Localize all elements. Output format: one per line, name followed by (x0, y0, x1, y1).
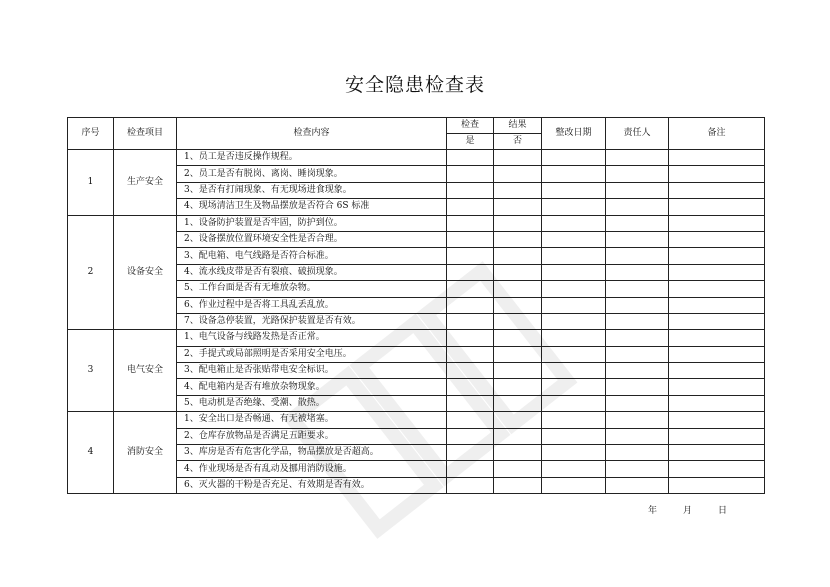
remarks-cell[interactable] (669, 199, 765, 215)
result-yes-cell[interactable] (447, 346, 494, 362)
check-content: 1、安全出口是否畅通、有无被堵塞。 (177, 412, 447, 428)
result-no-cell[interactable] (494, 330, 542, 346)
rectify-date-cell[interactable] (542, 150, 606, 166)
rectify-date-cell[interactable] (542, 428, 606, 444)
rectify-date-cell[interactable] (542, 330, 606, 346)
result-yes-cell[interactable] (447, 379, 494, 395)
group-seq: 2 (68, 215, 114, 330)
responsible-cell[interactable] (606, 248, 669, 264)
responsible-cell[interactable] (606, 395, 669, 411)
result-no-cell[interactable] (494, 395, 542, 411)
responsible-cell[interactable] (606, 379, 669, 395)
result-no-cell[interactable] (494, 379, 542, 395)
header-remarks: 备注 (669, 118, 765, 150)
remarks-cell[interactable] (669, 445, 765, 461)
result-yes-cell[interactable] (447, 182, 494, 198)
result-yes-cell[interactable] (447, 395, 494, 411)
rectify-date-cell[interactable] (542, 395, 606, 411)
group-seq: 1 (68, 150, 114, 216)
responsible-cell[interactable] (606, 346, 669, 362)
result-yes-cell[interactable] (447, 445, 494, 461)
rectify-date-cell[interactable] (542, 477, 606, 493)
remarks-cell[interactable] (669, 428, 765, 444)
check-content: 3、配电箱止是否张贴带电安全标识。 (177, 363, 447, 379)
check-content: 6、灭火器的干粉是否充足、有效期是否有效。 (177, 477, 447, 493)
check-content: 7、设备急停装置，光路保护装置是否有效。 (177, 313, 447, 329)
check-content: 2、仓库存放物品是否满足五距要求。 (177, 428, 447, 444)
remarks-cell[interactable] (669, 330, 765, 346)
responsible-cell[interactable] (606, 215, 669, 231)
rectify-date-cell[interactable] (542, 166, 606, 182)
check-content: 1、员工是否违反操作规程。 (177, 150, 447, 166)
header-item: 检查项目 (114, 118, 177, 150)
table-row (68, 150, 765, 166)
responsible-cell[interactable] (606, 313, 669, 329)
check-content: 1、电气设备与线路发热是否正常。 (177, 330, 447, 346)
remarks-cell[interactable] (669, 182, 765, 198)
group-name: 设备安全 (114, 215, 177, 330)
remarks-cell[interactable] (669, 346, 765, 362)
result-yes-cell[interactable] (447, 166, 494, 182)
result-no-cell[interactable] (494, 248, 542, 264)
header-rectify-date: 整改日期 (542, 118, 606, 150)
responsible-cell[interactable] (606, 461, 669, 477)
remarks-cell[interactable] (669, 297, 765, 313)
remarks-cell[interactable] (669, 412, 765, 428)
result-no-cell[interactable] (494, 461, 542, 477)
rectify-date-cell[interactable] (542, 231, 606, 247)
check-content: 1、设备防护装置是否牢固，防护到位。 (177, 215, 447, 231)
remarks-cell[interactable] (669, 150, 765, 166)
table-row (68, 330, 765, 346)
check-content: 2、手提式或局部照明是否采用安全电压。 (177, 346, 447, 362)
group-seq: 3 (68, 330, 114, 412)
responsible-cell[interactable] (606, 297, 669, 313)
day-label: 日 (718, 506, 728, 516)
remarks-cell[interactable] (669, 461, 765, 477)
result-no-cell[interactable] (494, 215, 542, 231)
result-no-cell[interactable] (494, 166, 542, 182)
result-no-cell[interactable] (494, 150, 542, 166)
result-yes-cell[interactable] (447, 297, 494, 313)
result-yes-cell[interactable] (447, 461, 494, 477)
responsible-cell[interactable] (606, 363, 669, 379)
header-content: 检查内容 (177, 118, 447, 150)
result-yes-cell[interactable] (447, 248, 494, 264)
remarks-cell[interactable] (669, 231, 765, 247)
header-result: 结果 (494, 118, 542, 134)
page-title: 安全隐患检查表 (344, 74, 485, 96)
responsible-cell[interactable] (606, 182, 669, 198)
check-content: 5、工作台面是否有无堆放杂物。 (177, 281, 447, 297)
rectify-date-cell[interactable] (542, 313, 606, 329)
group-name: 电气安全 (114, 330, 177, 412)
rectify-date-cell[interactable] (542, 461, 606, 477)
responsible-cell[interactable] (606, 199, 669, 215)
header-no: 否 (494, 134, 542, 150)
result-yes-cell[interactable] (447, 264, 494, 280)
remarks-cell[interactable] (669, 395, 765, 411)
check-content: 3、是否有打闹现象、有无现场进食现象。 (177, 182, 447, 198)
result-yes-cell[interactable] (447, 412, 494, 428)
rectify-date-cell[interactable] (542, 363, 606, 379)
result-yes-cell[interactable] (447, 313, 494, 329)
result-no-cell[interactable] (494, 445, 542, 461)
check-content: 4、现场清洁卫生及物品摆放是否符合 6S 标准 (177, 199, 447, 215)
rectify-date-cell[interactable] (542, 346, 606, 362)
header-check: 检查 (447, 118, 494, 134)
result-yes-cell[interactable] (447, 330, 494, 346)
result-no-cell[interactable] (494, 281, 542, 297)
responsible-cell[interactable] (606, 330, 669, 346)
check-content: 6、作业过程中是否将工具乱丢乱放。 (177, 297, 447, 313)
responsible-cell[interactable] (606, 264, 669, 280)
result-no-cell[interactable] (494, 412, 542, 428)
check-content: 4、流水线皮带是否有裂痕、破损现象。 (177, 264, 447, 280)
check-content: 4、配电箱内是否有堆放杂物现象。 (177, 379, 447, 395)
result-yes-cell[interactable] (447, 150, 494, 166)
result-no-cell[interactable] (494, 264, 542, 280)
rectify-date-cell[interactable] (542, 412, 606, 428)
remarks-cell[interactable] (669, 477, 765, 493)
result-yes-cell[interactable] (447, 477, 494, 493)
result-no-cell[interactable] (494, 346, 542, 362)
remarks-cell[interactable] (669, 363, 765, 379)
rectify-date-cell[interactable] (542, 182, 606, 198)
remarks-cell[interactable] (669, 313, 765, 329)
date-line (648, 503, 727, 516)
rectify-date-cell[interactable] (542, 264, 606, 280)
result-yes-cell[interactable] (447, 231, 494, 247)
header-seq: 序号 (68, 118, 114, 150)
group-name: 生产安全 (114, 150, 177, 216)
responsible-cell[interactable] (606, 428, 669, 444)
responsible-cell[interactable] (606, 166, 669, 182)
responsible-cell[interactable] (606, 477, 669, 493)
result-no-cell[interactable] (494, 182, 542, 198)
result-no-cell[interactable] (494, 477, 542, 493)
header-responsible: 责任人 (606, 118, 669, 150)
remarks-cell[interactable] (669, 248, 765, 264)
result-no-cell[interactable] (494, 363, 542, 379)
result-yes-cell[interactable] (447, 199, 494, 215)
result-no-cell[interactable] (494, 428, 542, 444)
rectify-date-cell[interactable] (542, 445, 606, 461)
check-content: 2、设备摆放位置环境安全性是否合理。 (177, 231, 447, 247)
check-content: 4、作业现场是否有乱动及挪用消防设施。 (177, 461, 447, 477)
result-no-cell[interactable] (494, 297, 542, 313)
rectify-date-cell[interactable] (542, 248, 606, 264)
responsible-cell[interactable] (606, 150, 669, 166)
result-no-cell[interactable] (494, 231, 542, 247)
responsible-cell[interactable] (606, 281, 669, 297)
check-content: 3、配电箱、电气线路是否符合标准。 (177, 248, 447, 264)
result-yes-cell[interactable] (447, 363, 494, 379)
remarks-cell[interactable] (669, 281, 765, 297)
result-no-cell[interactable] (494, 199, 542, 215)
check-content: 5、电动机是否绝缘、受潮、散热。 (177, 395, 447, 411)
group-name: 消防安全 (114, 412, 177, 494)
result-no-cell[interactable] (494, 313, 542, 329)
group-seq: 4 (68, 412, 114, 494)
check-content: 3、库房是否有危害化学品，物品摆放是否超高。 (177, 445, 447, 461)
responsible-cell[interactable] (606, 412, 669, 428)
header-yes: 是 (447, 134, 494, 150)
remarks-cell[interactable] (669, 215, 765, 231)
table-row (68, 412, 765, 428)
remarks-cell[interactable] (669, 264, 765, 280)
rectify-date-cell[interactable] (542, 379, 606, 395)
result-yes-cell[interactable] (447, 215, 494, 231)
responsible-cell[interactable] (606, 231, 669, 247)
remarks-cell[interactable] (669, 166, 765, 182)
year-label: 年 (648, 506, 658, 516)
check-content: 2、员工是否有脱岗、离岗、睡岗现象。 (177, 166, 447, 182)
rectify-date-cell[interactable] (542, 215, 606, 231)
responsible-cell[interactable] (606, 445, 669, 461)
month-label: 月 (683, 506, 693, 516)
rectify-date-cell[interactable] (542, 281, 606, 297)
remarks-cell[interactable] (669, 379, 765, 395)
result-yes-cell[interactable] (447, 428, 494, 444)
rectify-date-cell[interactable] (542, 199, 606, 215)
inspection-table (67, 117, 765, 494)
rectify-date-cell[interactable] (542, 297, 606, 313)
table-body (68, 150, 765, 494)
table-row (68, 215, 765, 231)
result-yes-cell[interactable] (447, 281, 494, 297)
